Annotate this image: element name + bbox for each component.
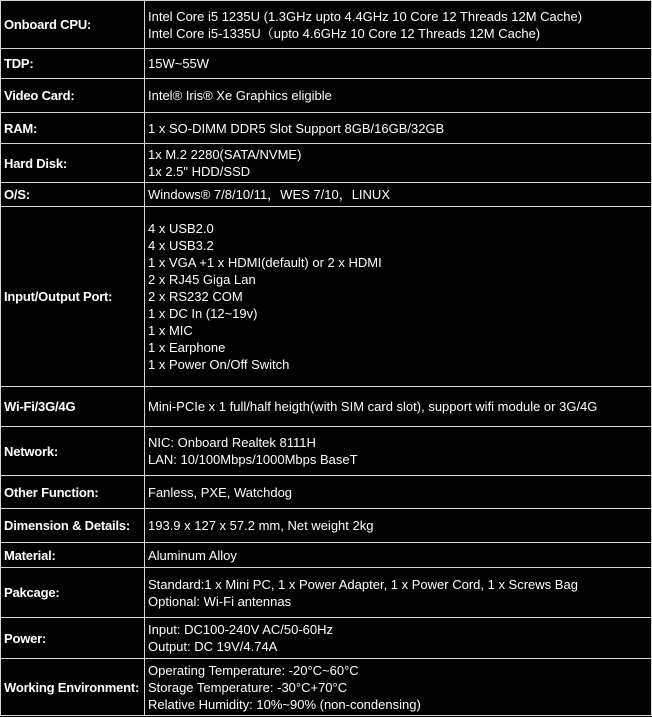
spec-value-line: Fanless, PXE, Watchdog: [148, 484, 293, 500]
spec-value-line: 4 x USB2.0: [148, 221, 214, 236]
spec-value: [145, 509, 652, 543]
spec-label: Wi-Fi/3G/4G: [1, 387, 145, 427]
spec-value-line: Windows® 7/8/10/11，WES 7/10，LINUX: [148, 187, 390, 202]
spec-value: [145, 568, 652, 618]
spec-value-line: Intel Core i5 1235U (1.3GHz upto 4.4GHz 10 Core 12 Threads 12M Cache): [148, 8, 583, 24]
spec-value-line: LAN: 10/100Mbps/1000Mbps BaseT: [148, 452, 358, 467]
spec-label: Video Card:: [1, 79, 145, 113]
spec-label: Dimension & Details:: [1, 509, 145, 543]
spec-row: [1, 543, 652, 568]
spec-row: [1, 618, 652, 659]
spec-value-line: Operating Temperature: -20°C~60°C: [148, 662, 359, 678]
spec-value-line: 2 x RJ45 Giga Lan: [148, 272, 256, 287]
spec-label: Working Environment:: [1, 659, 145, 716]
spec-row: [1, 387, 652, 427]
spec-value: [145, 183, 652, 207]
spec-value: [145, 659, 652, 716]
spec-value: [145, 79, 652, 113]
spec-label: Pakcage:: [1, 568, 145, 618]
spec-value-line: 1x M.2 2280(SATA/NVME): [148, 147, 302, 162]
spec-value-line: Input: DC100-240V AC/50-60Hz: [148, 622, 333, 637]
spec-row: [1, 659, 652, 716]
spec-label: Hard Disk:: [1, 144, 145, 183]
spec-value-line: 1 x SO-DIMM DDR5 Slot Support 8GB/16GB/32GB: [148, 120, 445, 136]
spec-value: [145, 618, 652, 659]
spec-value-line: 1 x Earphone: [148, 340, 226, 355]
spec-value-line: 15W~55W: [148, 56, 210, 71]
spec-table-body: [1, 1, 652, 716]
spec-value-line: 4 x USB3.2: [148, 238, 214, 253]
spec-value: [145, 543, 652, 568]
spec-label: Input/Output Port:: [1, 207, 145, 387]
spec-label: Other Function:: [1, 476, 145, 509]
spec-value-line: Intel® Iris® Xe Graphics eligible: [148, 88, 332, 103]
spec-value-line: Optional: Wi-Fi antennas: [148, 593, 292, 609]
spec-row: [1, 113, 652, 144]
spec-value: [145, 387, 652, 427]
spec-row: [1, 49, 652, 79]
spec-value-line: 2 x RS232 COM: [148, 289, 243, 304]
spec-row: [1, 509, 652, 543]
spec-value: [145, 113, 652, 144]
spec-row: [1, 1, 652, 49]
spec-row: [1, 568, 652, 618]
spec-value-line: 1 x VGA +1 x HDMI(default) or 2 x HDMI: [148, 255, 382, 270]
spec-label: Network:: [1, 427, 145, 476]
spec-value-line: 1 x Power On/Off Switch: [148, 357, 290, 372]
spec-row: [1, 144, 652, 183]
spec-value-line: Mini-PCIe x 1 full/half heigth(with SIM card slot), support wifi module or 3G/4G: [148, 399, 598, 414]
spec-row: [1, 207, 652, 387]
spec-label: TDP:: [1, 49, 145, 79]
spec-value-line: Storage Temperature: -30°C+70°C: [148, 679, 348, 695]
spec-value-line: NIC: Onboard Realtek 8111H: [148, 435, 316, 450]
spec-row: [1, 476, 652, 509]
spec-row: [1, 183, 652, 207]
spec-label: Onboard CPU:: [1, 1, 145, 49]
spec-value: [145, 207, 652, 387]
spec-value-line: Intel Core i5-1335U（upto 4.6GHz 10 Core 12 Threads 12M Cache): [148, 25, 541, 41]
spec-value-line: 193.9 x 127 x 57.2 mm, Net weight 2kg: [148, 518, 374, 533]
spec-value-line: Output: DC 19V/4.74A: [148, 639, 278, 654]
spec-value: [145, 49, 652, 79]
spec-label: Material:: [1, 543, 145, 568]
spec-value: [145, 427, 652, 476]
spec-label: O/S:: [1, 183, 145, 207]
spec-value-line: Relative Humidity: 10%~90% (non-condensing): [148, 696, 421, 712]
spec-value-line: Aluminum Alloy: [148, 547, 237, 563]
spec-row: [1, 79, 652, 113]
spec-row: [1, 427, 652, 476]
spec-label: RAM:: [1, 113, 145, 144]
spec-value-line: 1 x MIC: [148, 323, 193, 338]
spec-value: [145, 476, 652, 509]
spec-value: [145, 144, 652, 183]
spec-value-line: 1 x DC In (12~19v): [148, 306, 258, 321]
spec-value-line: Standard:1 x Mini PC, 1 x Power Adapter, 1 x Power Cord, 1 x Screws Bag: [148, 576, 578, 592]
spec-value: [145, 1, 652, 49]
spec-value-line: 1x 2.5" HDD/SSD: [148, 164, 251, 179]
spec-label: Power:: [1, 618, 145, 659]
